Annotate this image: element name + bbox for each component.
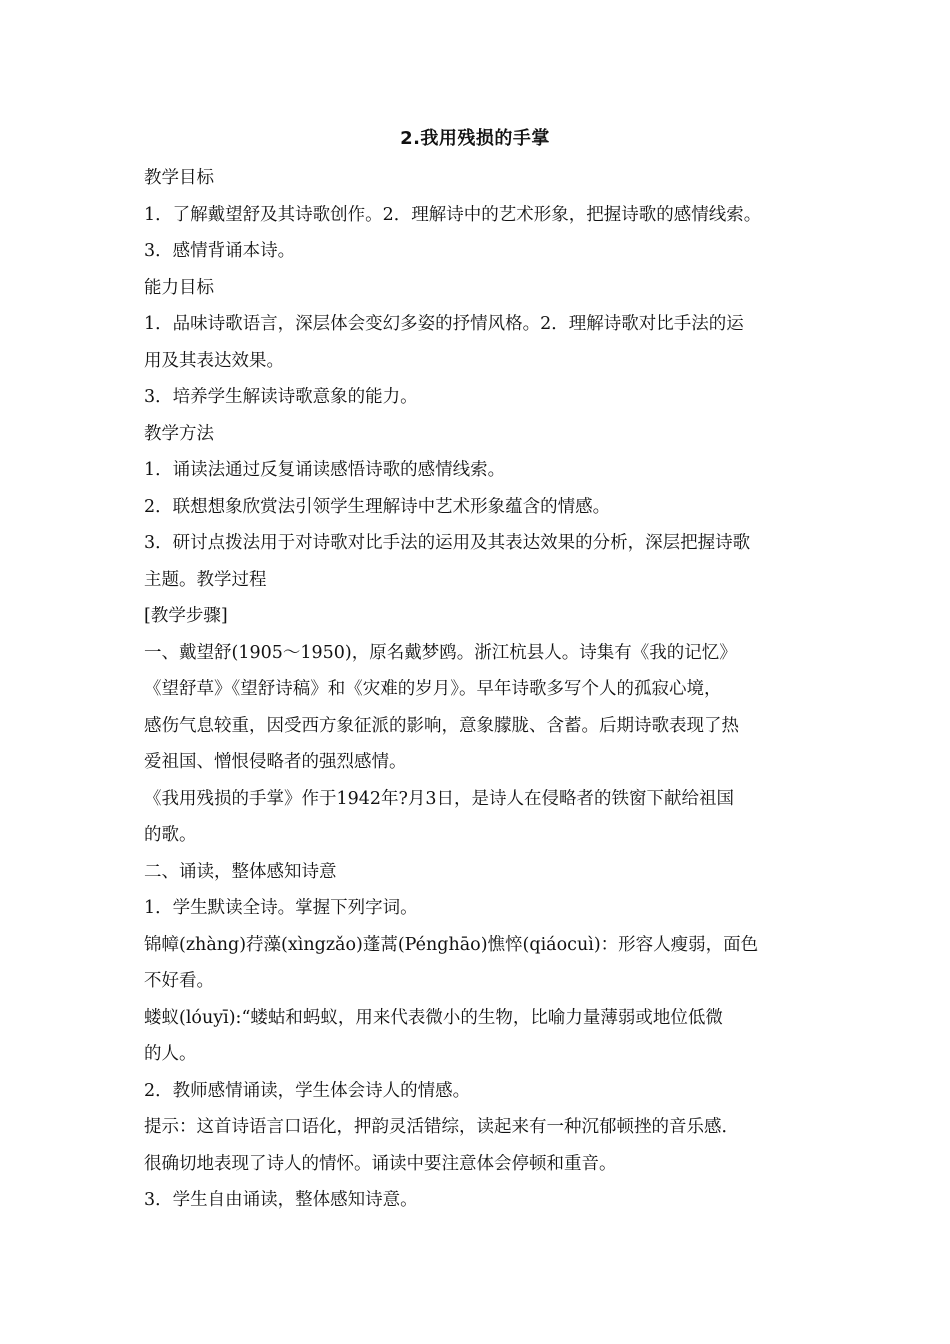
paragraph-line: 1．诵读法通过反复诵读感悟诗歌的感情线索。 <box>144 460 506 480</box>
paragraph-line: 3．感情背诵本诗。 <box>144 241 296 261</box>
section-heading-ability-goals: 能力目标 <box>144 277 214 298</box>
section-heading-recitation: 二、诵读，整体感知诗意 <box>144 861 337 882</box>
paragraph-line: 一、戴望舒(1905～1950)，原名戴梦鸥。浙江杭县人。诗集有《我的记忆》 <box>144 642 737 663</box>
paragraph-line: 提示：这首诗语言口语化，押韵灵活错综，读起来有一种沉郁顿挫的音乐感． <box>144 1117 739 1137</box>
paragraph-line: 《我用残损的手掌》作于1942年?月3日，是诗人在侵略者的铁窗下献给祖国 <box>144 788 735 809</box>
paragraph-line: 2．教师感情诵读，学生体会诗人的情感。 <box>144 1080 471 1101</box>
paragraph-line: 主题。教学过程 <box>144 569 267 590</box>
paragraph-line: 感伤气息较重，因受西方象征派的影响，意象朦胧、含蓄。后期诗歌表现了热 <box>144 715 739 736</box>
paragraph-line: 2．联想想象欣赏法引领学生理解诗中艺术形象蕴含的情感。 <box>144 496 611 517</box>
paragraph-line: 3．培养学生解读诗歌意象的能力。 <box>144 387 418 407</box>
section-heading-teaching-steps: [教学步骤] <box>144 606 228 626</box>
paragraph-line: 的歌。 <box>144 825 197 845</box>
paragraph-line: 爱祖国、憎恨侵略者的强烈感情。 <box>144 752 407 772</box>
paragraph-line: 用及其表达效果。 <box>144 350 284 371</box>
paragraph-line: 蝼蚁(lóuyī):“蝼蛄和蚂蚁，用来代表微小的生物，比喻力量薄弱或地位低微 <box>144 1007 723 1028</box>
paragraph-line: 的人。 <box>144 1044 197 1064</box>
paragraph-line: 3．学生自由诵读，整体感知诗意。 <box>144 1190 418 1210</box>
section-heading-teaching-goals: 教学目标 <box>144 168 214 188</box>
paragraph-line: 《望舒草》《望舒诗稿》和《灾难的岁月》。早年诗歌多写个人的孤寂心境， <box>144 679 722 699</box>
paragraph-line: 3．研讨点拨法用于对诗歌对比手法的运用及其表达效果的分析，深层把握诗歌 <box>144 533 751 553</box>
paragraph-line: 锦幛(zhàng)荇藻(xìngzǎo)蓬蒿(Pénghāo)憔悴(qiáocuì)：形容人瘦弱，面色 <box>144 934 759 955</box>
section-heading-teaching-methods: 教学方法 <box>144 423 214 444</box>
paragraph-line: 1．品味诗歌语言，深层体会变幻多姿的抒情风格。2．理解诗歌对比手法的运 <box>144 314 744 334</box>
paragraph-line: 1．了解戴望舒及其诗歌创作。2．理解诗中的艺术形象，把握诗歌的感情线索。 <box>144 204 762 225</box>
paragraph-line: 不好看。 <box>144 971 214 991</box>
paragraph-line: 很确切地表现了诗人的情怀。诵读中要注意体会停顿和重音。 <box>144 1153 617 1174</box>
paragraph-line: 1．学生默读全诗。掌握下列字词。 <box>144 898 418 918</box>
document-body <box>144 160 824 1219</box>
document-title: 2.我用残损的手掌 <box>400 128 550 149</box>
